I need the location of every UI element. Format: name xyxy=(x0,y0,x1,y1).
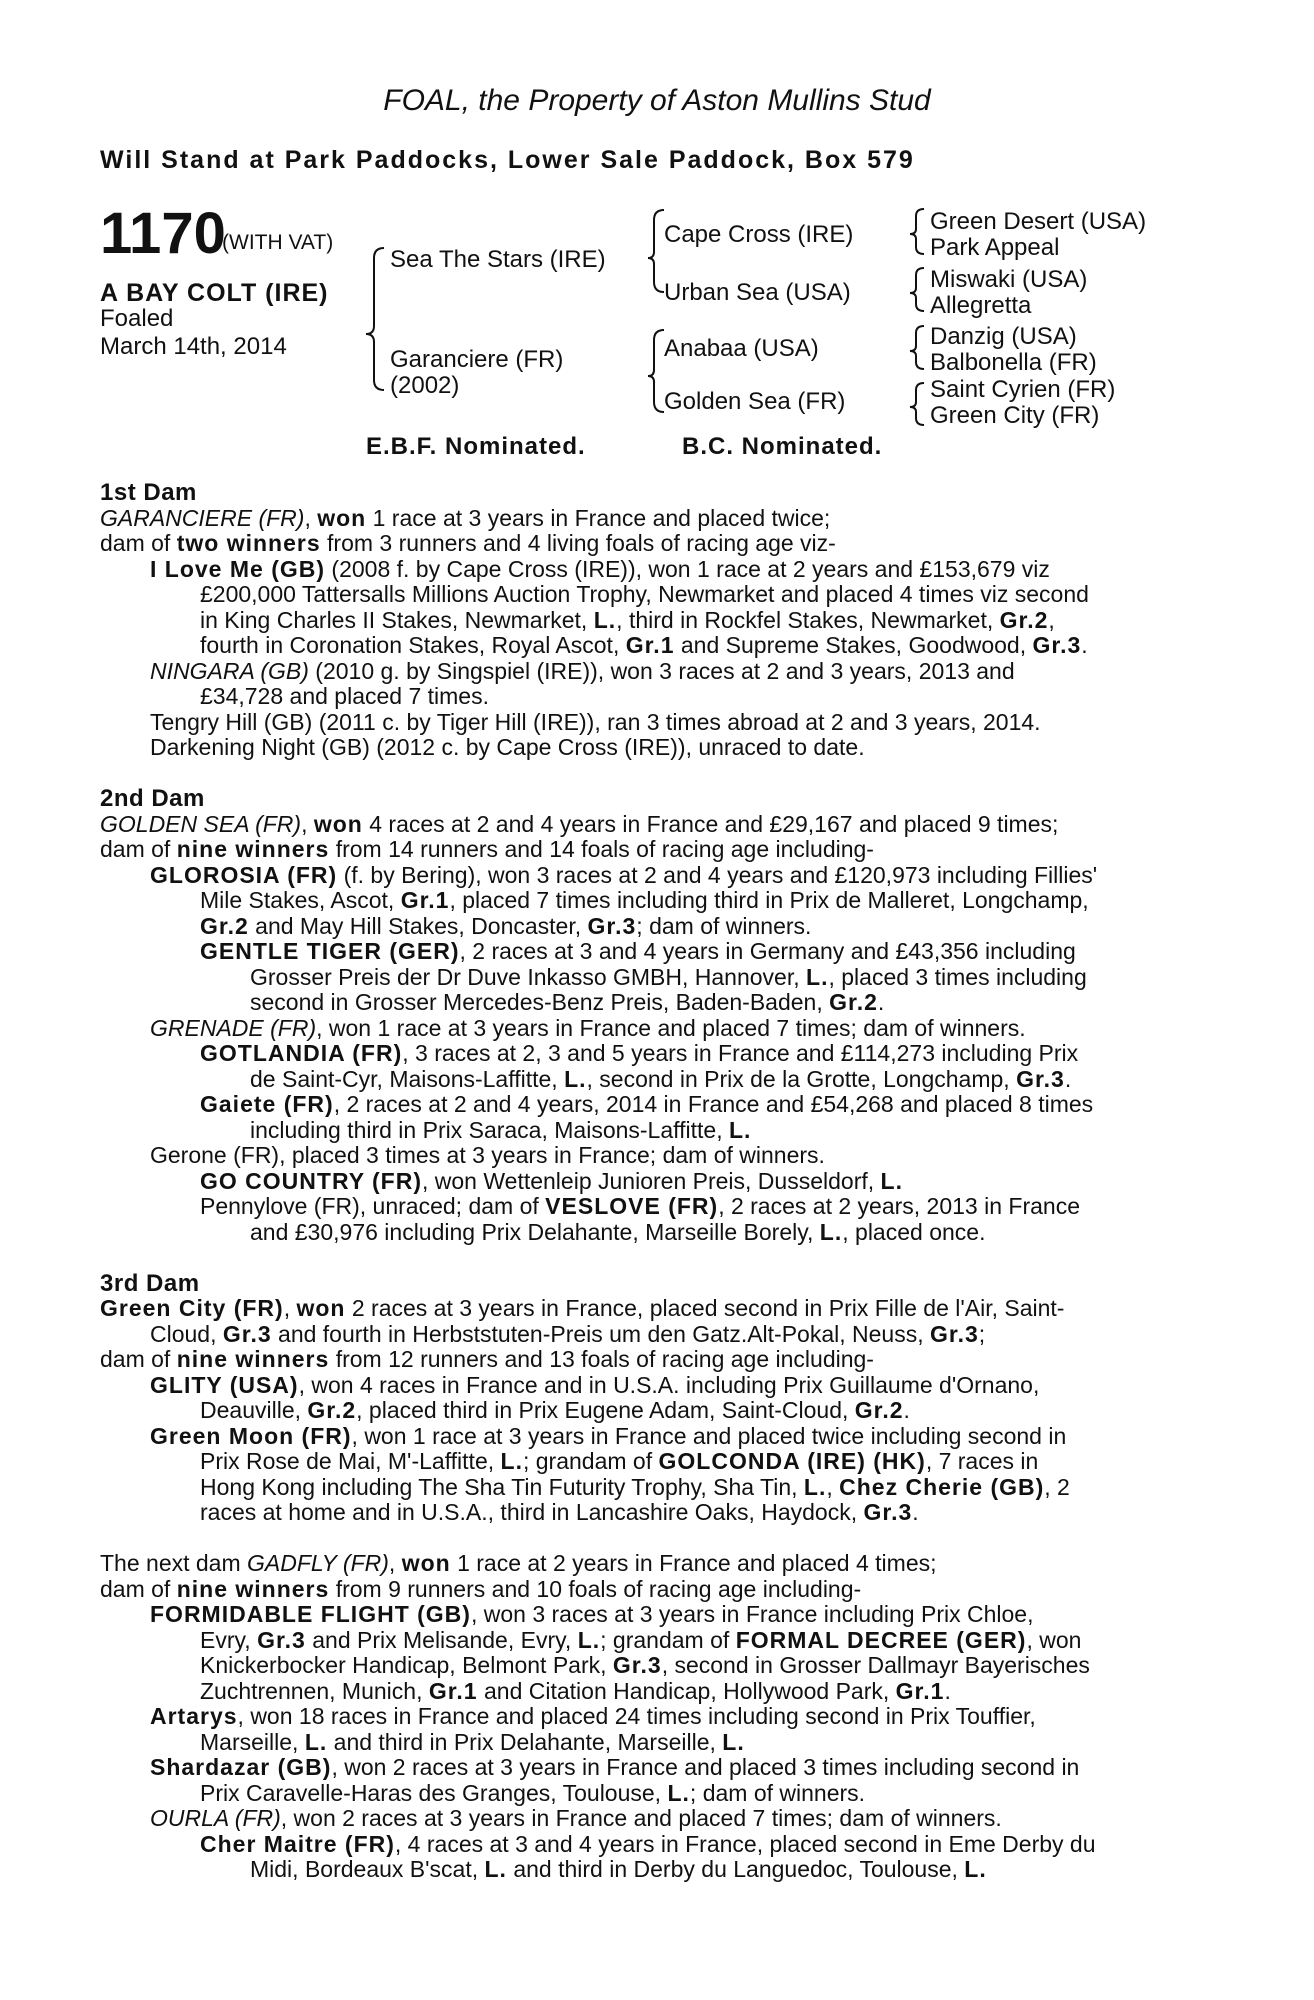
text-line xyxy=(200,1781,865,1807)
text-line xyxy=(150,557,1050,583)
pedigree-sire: Sea The Stars (IRE) xyxy=(390,246,606,273)
bold-text: Cher Maitre (FR) xyxy=(200,1830,395,1857)
bold-text: Green City (FR) xyxy=(100,1295,284,1321)
pedigree-dam-dam: Golden Sea (FR) xyxy=(664,388,846,415)
text-run: and Prix Melisande, Evry, xyxy=(305,1626,578,1653)
text-run: Grosser Preis der Dr Duve Inkasso GMBH, Hannover, xyxy=(250,963,807,990)
text-line xyxy=(250,1220,985,1246)
italic-text: GADFLY (FR) xyxy=(247,1550,389,1576)
bold-text: won xyxy=(317,504,367,531)
text-line xyxy=(150,710,1041,736)
pedigree-dam: Garanciere (FR) xyxy=(390,346,564,373)
text-run: , xyxy=(304,504,318,531)
page-title: FOAL, the Property of Aston Mullins Stud xyxy=(383,84,931,117)
bold-text: L. xyxy=(304,1728,328,1755)
text-run: including third in Prix Saraca, Maisons-Laffitte, xyxy=(250,1116,729,1143)
text-run: Deauville, xyxy=(200,1397,308,1423)
bold-text: Gr.3 xyxy=(587,912,637,939)
text-line xyxy=(200,1449,1038,1475)
bold-text: nine winners xyxy=(176,1575,330,1602)
text-line xyxy=(150,1322,985,1348)
text-run: , placed third in Prix Eugene Adam, Saint-Cloud, xyxy=(356,1397,855,1423)
text-line xyxy=(150,1755,1079,1781)
text-run: , placed 3 times including xyxy=(828,963,1087,990)
text-run: fourth in Coronation Stakes, Royal Ascot, xyxy=(200,632,626,658)
pedigree-sire-dam: Urban Sea (USA) xyxy=(664,279,851,306)
text-run: , 4 races at 3 and 4 years in France, placed second in Eme Derby du xyxy=(394,1830,1096,1857)
text-run: , 7 races in xyxy=(925,1448,1039,1474)
text-run: , won 2 races at 3 years in France and placed 7 times; dam of winners. xyxy=(280,1805,1002,1831)
text-line xyxy=(150,863,1097,889)
text-run: , xyxy=(1048,606,1055,633)
text-line xyxy=(200,1730,745,1756)
text-run: , xyxy=(826,1473,840,1500)
text-line xyxy=(100,1347,874,1373)
text-line xyxy=(250,1857,987,1883)
text-run: , won 1 race at 3 years in France and placed twice including second in xyxy=(351,1422,1067,1449)
italic-text: GARANCIERE (FR) xyxy=(100,504,305,531)
text-line xyxy=(100,837,874,863)
stabling-info: Will Stand at Park Paddocks, Lower Sale Paddock, Box 579 xyxy=(100,146,915,174)
bold-text: Gr.1 xyxy=(428,1677,478,1704)
text-line xyxy=(200,1500,919,1526)
text-run: dam of xyxy=(100,836,177,862)
lot-number: 1170 xyxy=(100,201,226,266)
pedigree-g3-1: Green Desert (USA) xyxy=(930,208,1147,235)
text-run: 4 races at 2 and 4 years in France and £29,167 and placed 9 times; xyxy=(362,810,1059,837)
brace-gen3-2 xyxy=(910,268,924,311)
text-run: , third in Rockfel Stakes, Newmarket, xyxy=(616,606,1000,633)
text-run: , won xyxy=(1026,1626,1082,1653)
text-line xyxy=(150,1806,1002,1832)
text-run: . xyxy=(877,989,885,1015)
text-run: and third in Derby du Languedoc, Toulouse, xyxy=(506,1856,965,1882)
text-line xyxy=(200,939,1076,965)
bold-text: L. xyxy=(500,1448,523,1474)
bold-text: Gr.2 xyxy=(200,912,249,939)
text-run: and Citation Handicap, Hollywood Park, xyxy=(477,1677,896,1704)
text-line xyxy=(250,1067,1071,1093)
text-line xyxy=(150,1704,1036,1730)
pedigree-g3-8: Green City (FR) xyxy=(930,402,1100,429)
bold-text: Gr.2 xyxy=(829,989,878,1015)
text-run: in King Charles II Stakes, Newmarket, xyxy=(200,606,594,633)
section-heading: 3rd Dam xyxy=(100,1269,200,1297)
bold-text: nine winners xyxy=(176,836,330,862)
italic-text: GRENADE (FR) xyxy=(150,1014,317,1041)
pedigree-sire-sire: Cape Cross (IRE) xyxy=(664,221,854,248)
text-run: , won Wettenleip Junioren Preis, Dusseldorf, xyxy=(422,1167,881,1194)
text-run: dam of xyxy=(100,530,177,556)
text-run: , placed 7 times including third in Prix de Malleret, Longchamp, xyxy=(449,887,1089,913)
bold-text: two winners xyxy=(176,530,321,556)
brace-gen3-1 xyxy=(910,209,924,254)
bold-text: Gr.1 xyxy=(400,887,450,913)
text-line xyxy=(200,1169,903,1195)
text-run: races at home and in U.S.A., third in Lancashire Oaks, Haydock, xyxy=(200,1499,864,1525)
text-line xyxy=(200,1092,1093,1118)
text-line xyxy=(200,608,1055,634)
text-run: . xyxy=(944,1677,951,1704)
text-run: from 12 runners and 13 foals of racing age including- xyxy=(329,1346,874,1372)
text-line xyxy=(200,1679,951,1705)
text-line xyxy=(200,1832,1096,1858)
text-run: Gerone (FR), placed 3 times at 3 years in France; dam of winners. xyxy=(150,1142,825,1168)
text-run: Mile Stakes, Ascot, xyxy=(200,887,401,913)
bold-text: L. xyxy=(803,1473,827,1500)
text-line xyxy=(100,1271,200,1297)
text-run: from 14 runners and 14 foals of racing age including- xyxy=(329,836,874,862)
bold-text: Chez Cherie (GB) xyxy=(839,1473,1045,1500)
lot-description: A BAY COLT (IRE) xyxy=(100,279,329,307)
text-run: 1 race at 3 years in France and placed twice; xyxy=(366,504,831,531)
text-line xyxy=(250,1118,751,1144)
pedigree-g3-5: Danzig (USA) xyxy=(930,323,1077,350)
text-run: , second in Prix de la Grotte, Longchamp, xyxy=(586,1065,1017,1092)
text-run: (2008 f. by Cape Cross (IRE)), won 1 race at 2 years and £153,679 viz xyxy=(325,555,1050,582)
bold-text: GOLCONDA (IRE) (HK) xyxy=(658,1448,926,1474)
bold-text: GENTLE TIGER (GER) xyxy=(200,938,460,964)
bold-text: L. xyxy=(880,1167,903,1194)
text-run: , 3 races at 2, 3 and 5 years in France and £114,273 including Prix xyxy=(402,1040,1079,1066)
text-run: , 2 races at 2 years, 2013 in France xyxy=(718,1193,1080,1219)
pedigree-dam-year: (2002) xyxy=(390,372,460,399)
bold-text: I Love Me (GB) xyxy=(150,555,326,582)
bold-text: Gr.3 xyxy=(863,1499,913,1525)
text-run: and fourth in Herbststuten-Preis um den Gatz.Alt-Pokal, Neuss, xyxy=(271,1320,930,1347)
bold-text: won xyxy=(401,1550,451,1576)
text-run: Cloud, xyxy=(150,1320,223,1347)
text-run: , won 1 race at 3 years in France and placed 7 times; dam of winners. xyxy=(316,1014,1026,1041)
text-run: The next dam xyxy=(100,1550,248,1576)
text-line xyxy=(200,1041,1078,1067)
bold-text: FORMIDABLE FLIGHT (GB) xyxy=(150,1601,471,1627)
bold-text: Gr.3 xyxy=(1032,632,1082,658)
text-run: (f. by Bering), won 3 races at 2 and 4 years and £120,973 including Fillies' xyxy=(337,861,1098,888)
foaled-date: March 14th, 2014 xyxy=(100,333,287,360)
text-run: Midi, Bordeaux B'scat, xyxy=(250,1856,485,1882)
text-line xyxy=(150,1424,1066,1450)
pedigree-g3-7: Saint Cyrien (FR) xyxy=(930,376,1116,403)
text-run: Pennylove (FR), unraced; dam of xyxy=(200,1193,546,1219)
text-run: and £30,976 including Prix Delahante, Marseille Borely, xyxy=(250,1218,820,1245)
text-run: . xyxy=(903,1397,910,1423)
bold-text: won xyxy=(313,810,363,837)
bold-text: FORMAL DECREE (GER) xyxy=(735,1626,1027,1653)
italic-text: GOLDEN SEA (FR) xyxy=(100,810,302,837)
text-run: Hong Kong including The Sha Tin Futurity Trophy, Sha Tin, xyxy=(200,1473,804,1500)
bold-text: GLITY (USA) xyxy=(150,1371,299,1398)
text-run: Knickerbocker Handicap, Belmont Park, xyxy=(200,1652,613,1678)
brace-gen3-4 xyxy=(910,383,924,425)
text-run: , 2 races at 2 and 4 years, 2014 in France and £54,268 and placed 8 times xyxy=(333,1091,1094,1117)
text-run: , xyxy=(301,810,314,837)
text-run: and May Hill Stakes, Doncaster, xyxy=(248,912,588,939)
pedigree-g3-6: Balbonella (FR) xyxy=(930,349,1097,376)
bold-text: Gr.1 xyxy=(625,632,675,658)
text-line xyxy=(150,659,1015,685)
bold-text: Gr.3 xyxy=(1016,1065,1065,1092)
text-line xyxy=(200,1398,910,1424)
text-line xyxy=(100,1551,937,1577)
text-run: (2010 g. by Singspiel (IRE)), won 3 races at 2 and 3 years, 2013 and xyxy=(308,657,1015,684)
text-run: and third in Prix Delahante, Marseille, xyxy=(327,1728,723,1755)
brace-gen1 xyxy=(366,248,384,390)
italic-text: OURLA (FR) xyxy=(150,1805,281,1831)
text-line xyxy=(100,1296,1064,1322)
text-run: Evry, xyxy=(200,1626,258,1653)
bold-text: L. xyxy=(806,963,829,990)
bold-text: L. xyxy=(819,1218,843,1245)
text-line xyxy=(200,633,1088,659)
brace-gen3-3 xyxy=(910,326,924,369)
pedigree-dam-sire: Anabaa (USA) xyxy=(664,335,819,362)
text-run: and Supreme Stakes, Goodwood, xyxy=(674,632,1033,658)
pedigree-g3-2: Park Appeal xyxy=(930,234,1060,261)
text-run: , 2 xyxy=(1044,1473,1070,1500)
text-run: , won 3 races at 3 years in France including Prix Chloe, xyxy=(470,1601,1034,1627)
text-run: , xyxy=(283,1295,297,1321)
brace-gen2-sire xyxy=(648,210,664,292)
bold-text: L. xyxy=(484,1856,507,1882)
bold-text: L. xyxy=(577,1626,601,1653)
pedigree-g3-3: Miswaki (USA) xyxy=(930,266,1088,293)
bold-text: Gr.2 xyxy=(307,1397,357,1423)
bold-text: L. xyxy=(593,606,617,633)
text-run: . xyxy=(912,1499,919,1525)
bold-text: Gr.3 xyxy=(930,1320,979,1347)
text-line xyxy=(100,506,830,532)
bold-text: GO COUNTRY (FR) xyxy=(200,1167,422,1194)
text-line xyxy=(200,914,811,940)
text-line xyxy=(100,812,1058,838)
bold-text: Gr.1 xyxy=(895,1677,945,1704)
text-line xyxy=(250,990,884,1016)
text-run: £34,728 and placed 7 times. xyxy=(200,683,489,709)
bold-text: L. xyxy=(564,1065,587,1092)
bold-text: Artarys xyxy=(150,1703,238,1729)
pedigree-g3-4: Allegretta xyxy=(930,292,1032,319)
bold-text: GLOROSIA (FR) xyxy=(150,861,338,888)
text-line xyxy=(250,965,1087,991)
text-run: from 9 runners and 10 foals of racing age including- xyxy=(329,1575,862,1602)
text-run: £200,000 Tattersalls Millions Auction Trophy, Newmarket and placed 4 times viz second xyxy=(200,581,1089,607)
text-line xyxy=(100,786,205,812)
text-line xyxy=(100,480,197,506)
text-run: 2 races at 3 years in France, placed second in Prix Fille de l'Air, Saint- xyxy=(345,1295,1065,1321)
text-run: from 3 runners and 4 living foals of racing age viz- xyxy=(320,530,836,556)
bold-text: Gr.2 xyxy=(999,606,1049,633)
bc-nomination: B.C. Nominated. xyxy=(682,433,883,460)
text-run: Zuchtrennen, Munich, xyxy=(200,1677,429,1704)
bold-text: L. xyxy=(728,1116,752,1143)
text-line xyxy=(200,1194,1080,1220)
bold-text: nine winners xyxy=(176,1346,330,1372)
text-line xyxy=(100,1577,861,1603)
text-run: , 2 races at 3 and 4 years in Germany and £43,356 including xyxy=(459,938,1076,964)
text-run: , placed once. xyxy=(842,1218,986,1245)
bold-text: Shardazar (GB) xyxy=(150,1754,332,1780)
text-line xyxy=(200,888,1089,914)
text-run: ; grandam of xyxy=(522,1448,659,1474)
text-line xyxy=(100,531,836,557)
text-line xyxy=(150,1373,1039,1399)
bold-text: L. xyxy=(667,1779,690,1806)
text-run: , won 2 races at 3 years in France and placed 3 times including second in xyxy=(331,1754,1080,1780)
text-line xyxy=(150,1016,1026,1042)
bold-text: GOTLANDIA (FR) xyxy=(200,1040,403,1066)
bold-text: L. xyxy=(722,1728,745,1755)
text-run: ; xyxy=(978,1320,986,1347)
text-run: . xyxy=(1081,632,1088,658)
text-line xyxy=(150,1143,825,1169)
text-run: ; grandam of xyxy=(600,1626,736,1653)
bold-text: Gr.2 xyxy=(854,1397,904,1423)
text-run: Prix Caravelle-Haras des Granges, Toulouse, xyxy=(200,1779,668,1806)
text-run: dam of xyxy=(100,1575,177,1602)
text-line xyxy=(200,1475,1070,1501)
text-run: de Saint-Cyr, Maisons-Laffitte, xyxy=(250,1065,565,1092)
text-run: , xyxy=(388,1550,402,1576)
text-run: , won 4 races in France and in U.S.A. including Prix Guillaume d'Ornano, xyxy=(298,1371,1040,1398)
foaled-label: Foaled xyxy=(100,305,174,332)
text-line xyxy=(200,1628,1081,1654)
bold-text: VESLOVE (FR) xyxy=(545,1193,719,1219)
text-run: ; dam of winners. xyxy=(636,912,812,939)
brace-gen2-dam xyxy=(648,330,664,412)
text-run: . xyxy=(1064,1065,1072,1092)
bold-text: Gr.3 xyxy=(222,1320,272,1347)
text-run: second in Grosser Mercedes-Benz Preis, Baden-Baden, xyxy=(250,989,830,1015)
bold-text: Gr.3 xyxy=(612,1652,662,1678)
bold-text: Gr.3 xyxy=(257,1626,306,1653)
bold-text: Gaiete (FR) xyxy=(200,1091,334,1117)
text-line xyxy=(150,735,865,761)
text-line xyxy=(200,684,489,710)
text-run: , won 18 races in France and placed 24 times including second in Prix Touffier, xyxy=(237,1703,1036,1729)
bold-text: won xyxy=(296,1295,346,1321)
text-run: dam of xyxy=(100,1346,177,1372)
text-run: , second in Grosser Dallmayr Bayerisches xyxy=(661,1652,1090,1678)
section-heading: 2nd Dam xyxy=(100,785,205,812)
section-heading: 1st Dam xyxy=(100,479,197,506)
ebf-nomination: E.B.F. Nominated. xyxy=(366,433,586,460)
italic-text: NINGARA (GB) xyxy=(150,657,309,684)
text-run: Tengry Hill (GB) (2011 c. by Tiger Hill (IRE)), ran 3 times abroad at 2 and 3 years, 2014. xyxy=(150,708,1041,735)
bold-text: L. xyxy=(964,1856,987,1882)
text-line xyxy=(200,1653,1090,1679)
text-run: Marseille, xyxy=(200,1728,305,1755)
text-run: ; dam of winners. xyxy=(689,1779,866,1806)
text-run: Prix Rose de Mai, M'-Laffitte, xyxy=(200,1448,501,1474)
text-line xyxy=(150,1602,1033,1628)
text-run: Darkening Night (GB) (2012 c. by Cape Cross (IRE)), unraced to date. xyxy=(150,734,865,760)
bold-text: Green Moon (FR) xyxy=(150,1422,352,1449)
text-run: 1 race at 2 years in France and placed 4 times; xyxy=(450,1550,937,1576)
text-line xyxy=(200,582,1089,608)
vat-note: (WITH VAT) xyxy=(222,231,334,254)
